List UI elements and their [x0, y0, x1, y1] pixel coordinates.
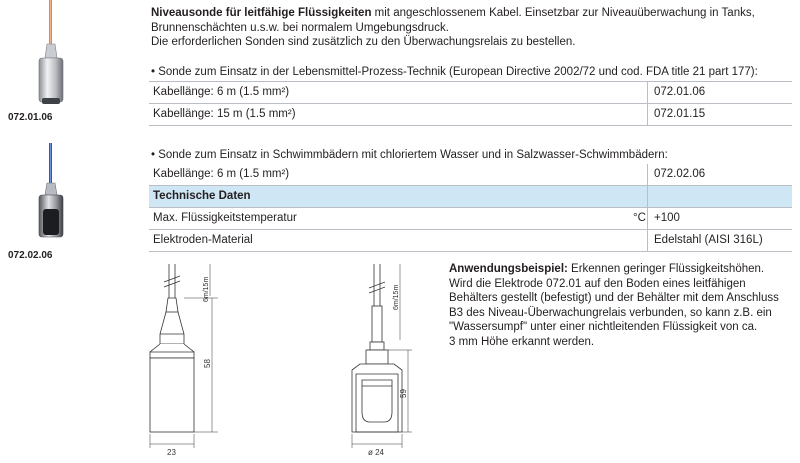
- tech-heading: Technische Daten: [149, 186, 792, 208]
- drawing1-cable-label: 6m/15m: [203, 276, 210, 302]
- drawing2-cable-label: 6m/15m: [393, 284, 400, 310]
- drawing2-height-label: 59: [399, 389, 408, 398]
- table-row: Kabellänge: 6 m (1.5 mm²) 072.01.06: [149, 82, 792, 104]
- table-row: Elektroden-Material Edelstahl (AISI 316L): [149, 230, 792, 252]
- product-image-072-02: [30, 143, 72, 243]
- table-row: Max. Flüssigkeitstemperatur °C +100: [149, 208, 792, 230]
- table-row: Kabellänge: 6 m (1.5 mm²) 072.02.06: [149, 164, 792, 186]
- table-row: Kabellänge: 15 m (1.5 mm²) 072.01.15: [149, 104, 792, 126]
- pool-bullet: • Sonde zum Einsatz in Schwimmbädern mit chloriertem Wasser und in Salzwasser-Schwimmbädern:: [151, 149, 668, 161]
- drawing2-width-label: ø 24: [368, 448, 385, 457]
- application-title: Anwendungsbeispiel:: [449, 263, 568, 275]
- product-code-label: 072.02.06: [8, 250, 53, 261]
- intro-title: Niveausonde für leitfähige Flüssigkeiten: [151, 7, 372, 19]
- food-bullet: • Sonde zum Einsatz in der Lebensmittel-Prozess-Technik (European Directive 2002/72 und cod. FDA title 21 part 177):: [151, 66, 758, 78]
- drawing1-height-label: 58: [203, 359, 212, 368]
- drawing1-width-label: 23: [167, 448, 176, 457]
- application-text: Anwendungsbeispiel: Erkennen geringer Flüssigkeitshöhen. Wird die Elektrode 072.01 auf den Boden eines leitfähigen Behälters gestellt (befestigt) und der Behälter mit dem Anschluss B3 des Niveau-Überwachungrelais verbunden, so kann z.B. ein "Wassersumpf" unter einer nichtleitenden Flüssigkeit von ca. 3 mm Höhe erkannt werden.: [449, 263, 779, 348]
- technical-drawing-2: [338, 262, 418, 458]
- product-code-label: 072.01.06: [8, 112, 53, 123]
- intro-text: Niveausonde für leitfähige Flüssigkeiten mit angeschlossenem Kabel. Einsetzbar zur Niveauüberwachung in Tanks, Brunnenschächten u.s.w. bei normalem Umgebungsdruck. Die erforderlichen Sonden sind zusätzlich zu den Überwachungsrelais zu bestellen.: [151, 7, 755, 48]
- technical-drawing-1: [140, 262, 230, 458]
- product-image-072-01: [30, 0, 72, 108]
